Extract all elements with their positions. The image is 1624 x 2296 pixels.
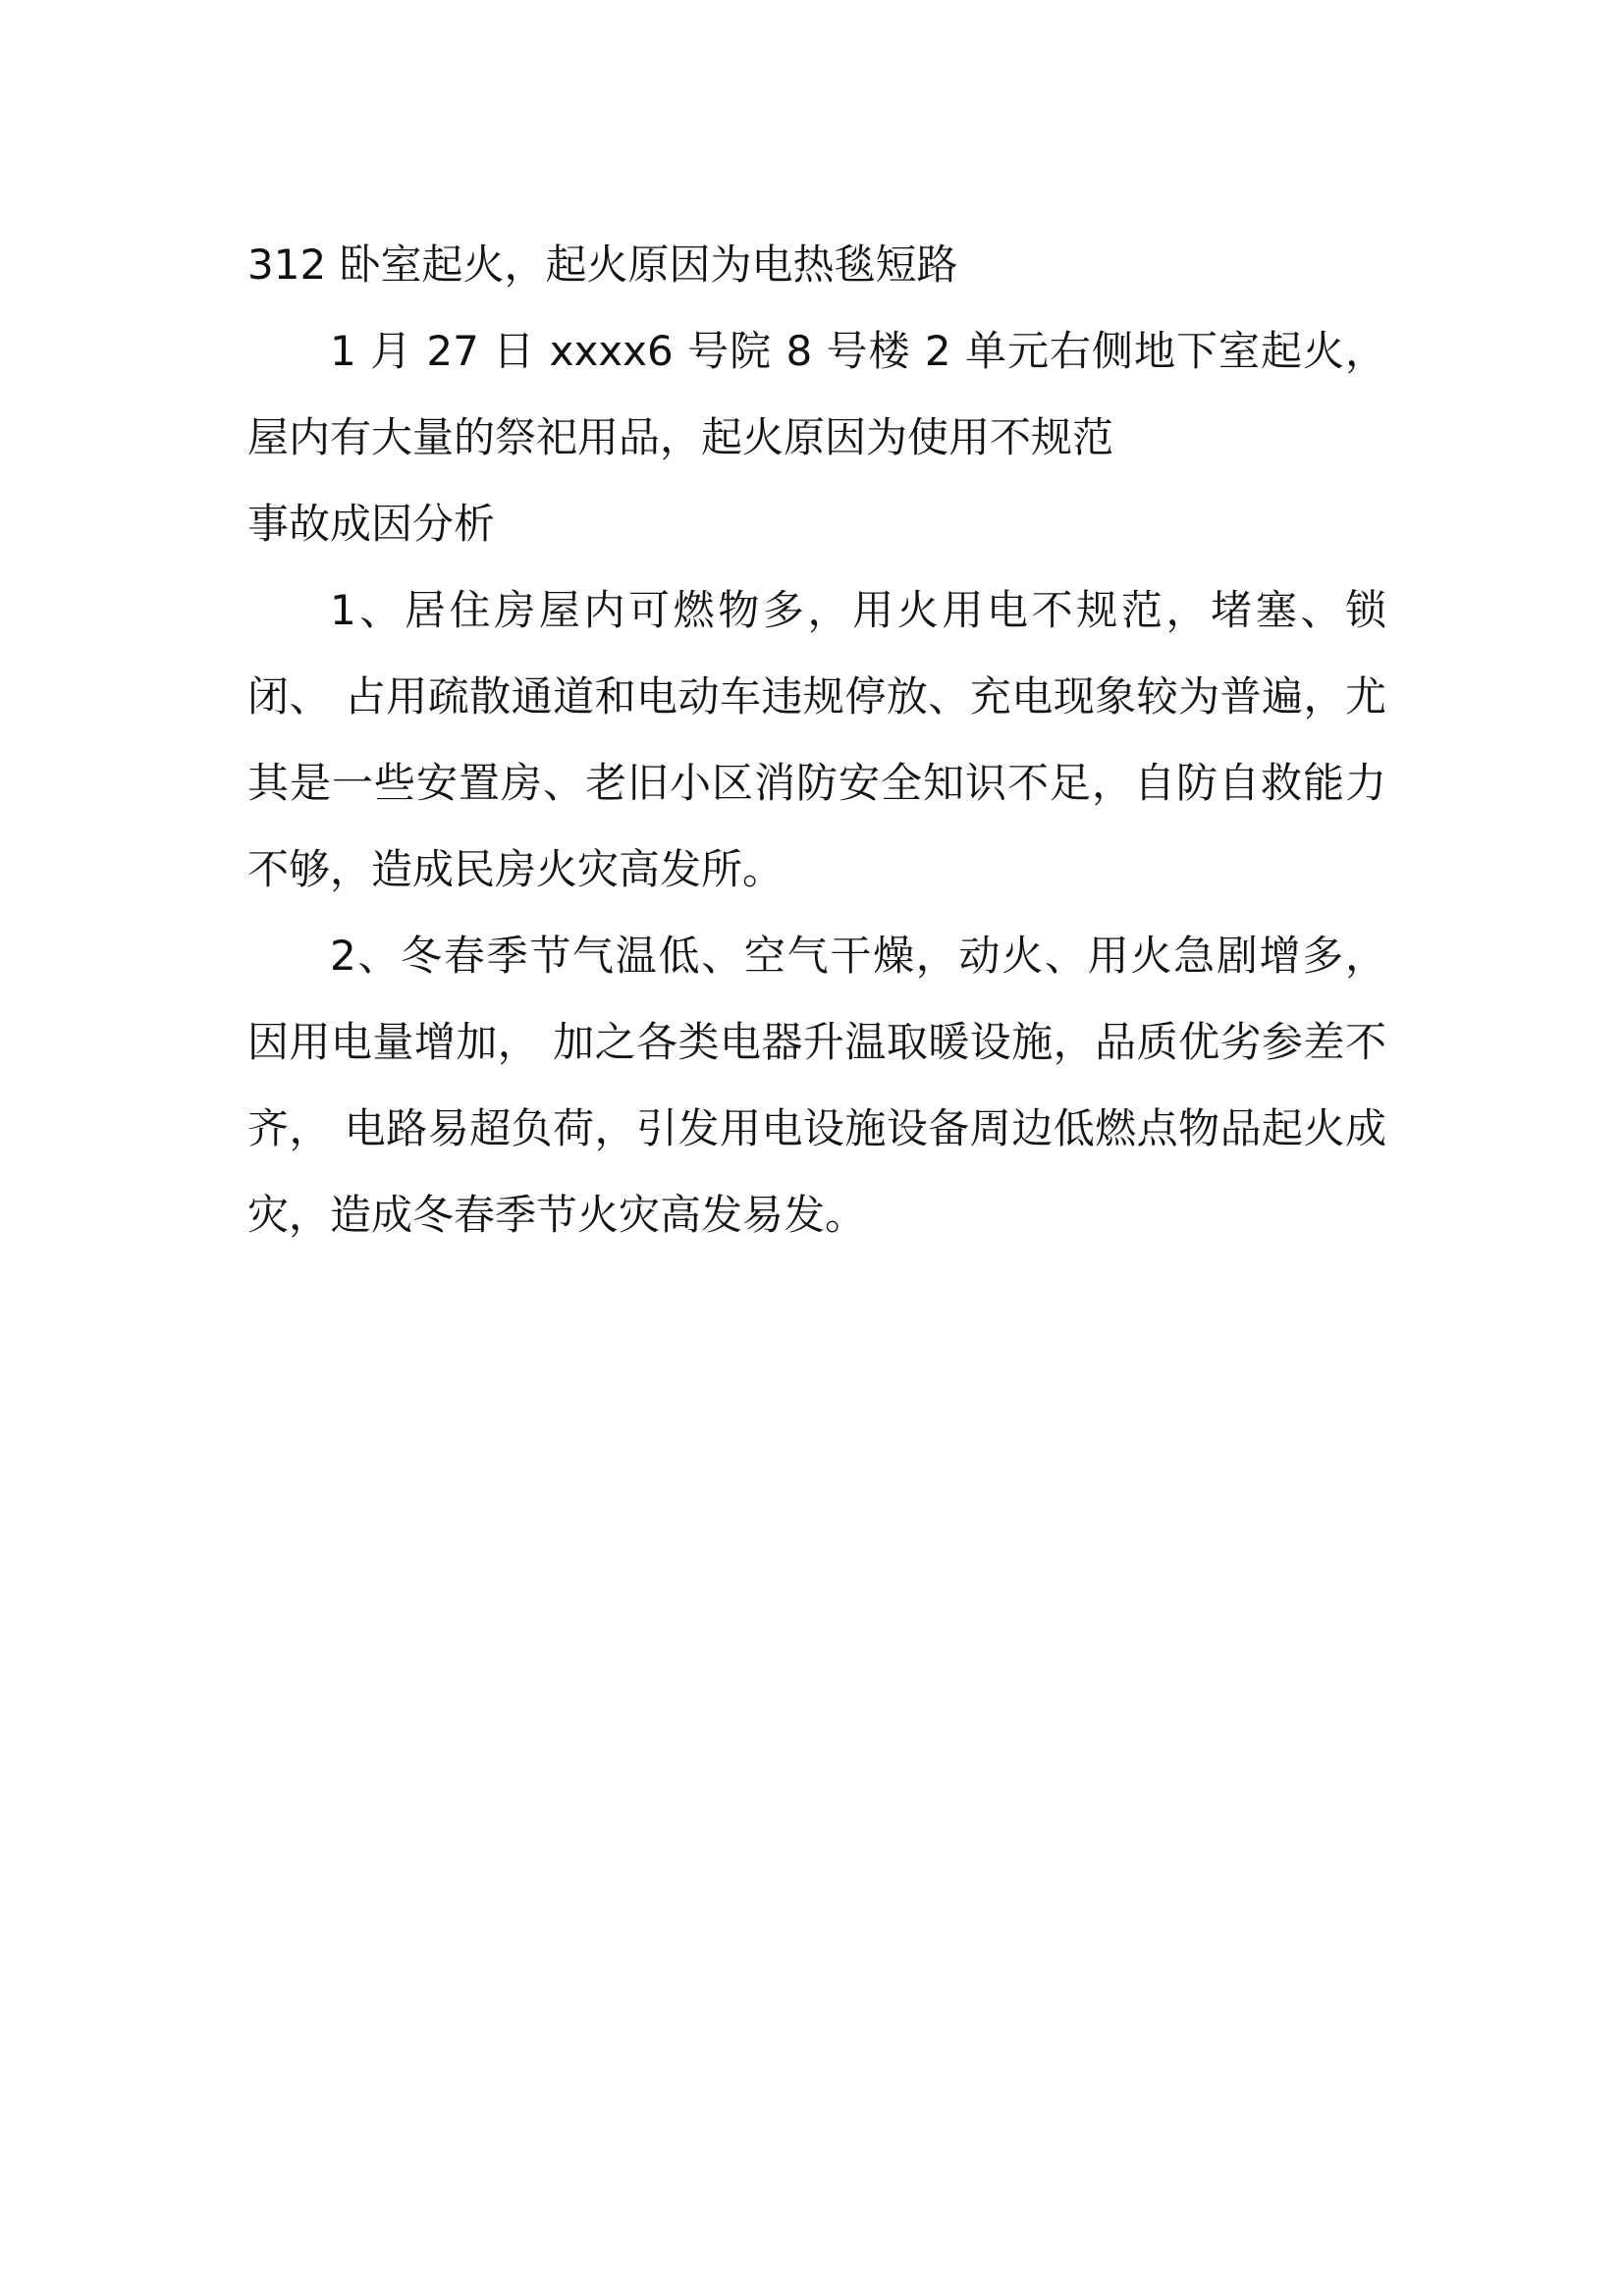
paragraph-incident-312: 312 卧室起火，起火原因为电热毯短路: [247, 240, 958, 289]
paragraph-incident-jan27: 1 月 27 日 xxxx6 号院 8 号楼 2 单元右侧地下室起火，屋内有大量的祭祀用品，起火原因为使用不规范: [247, 327, 1386, 461]
document-page: [247, 222, 1386, 1258]
section-heading-cause-analysis: 事故成因分析: [247, 500, 496, 548]
paragraph-cause-2: 2、冬春季节气温低、空气干燥，动火、用火急剧增多，因用电量增加， 加之各类电器升温取暖设施，品质优劣参差不齐， 电路易超负荷，引发用电设施设备周边低燃点物品起火成灾，造成冬春季节火灾高发易发。: [247, 932, 1386, 1239]
paragraph-cause-1: 1、居住房屋内可燃物多，用火用电不规范，堵塞、锁闭、 占用疏散通道和电动车违规停放、充电现象较为普遍，尤其是一些安置房、老旧小区消防安全知识不足，自防自救能力不够，造成民房火灾高发所。: [247, 586, 1386, 893]
